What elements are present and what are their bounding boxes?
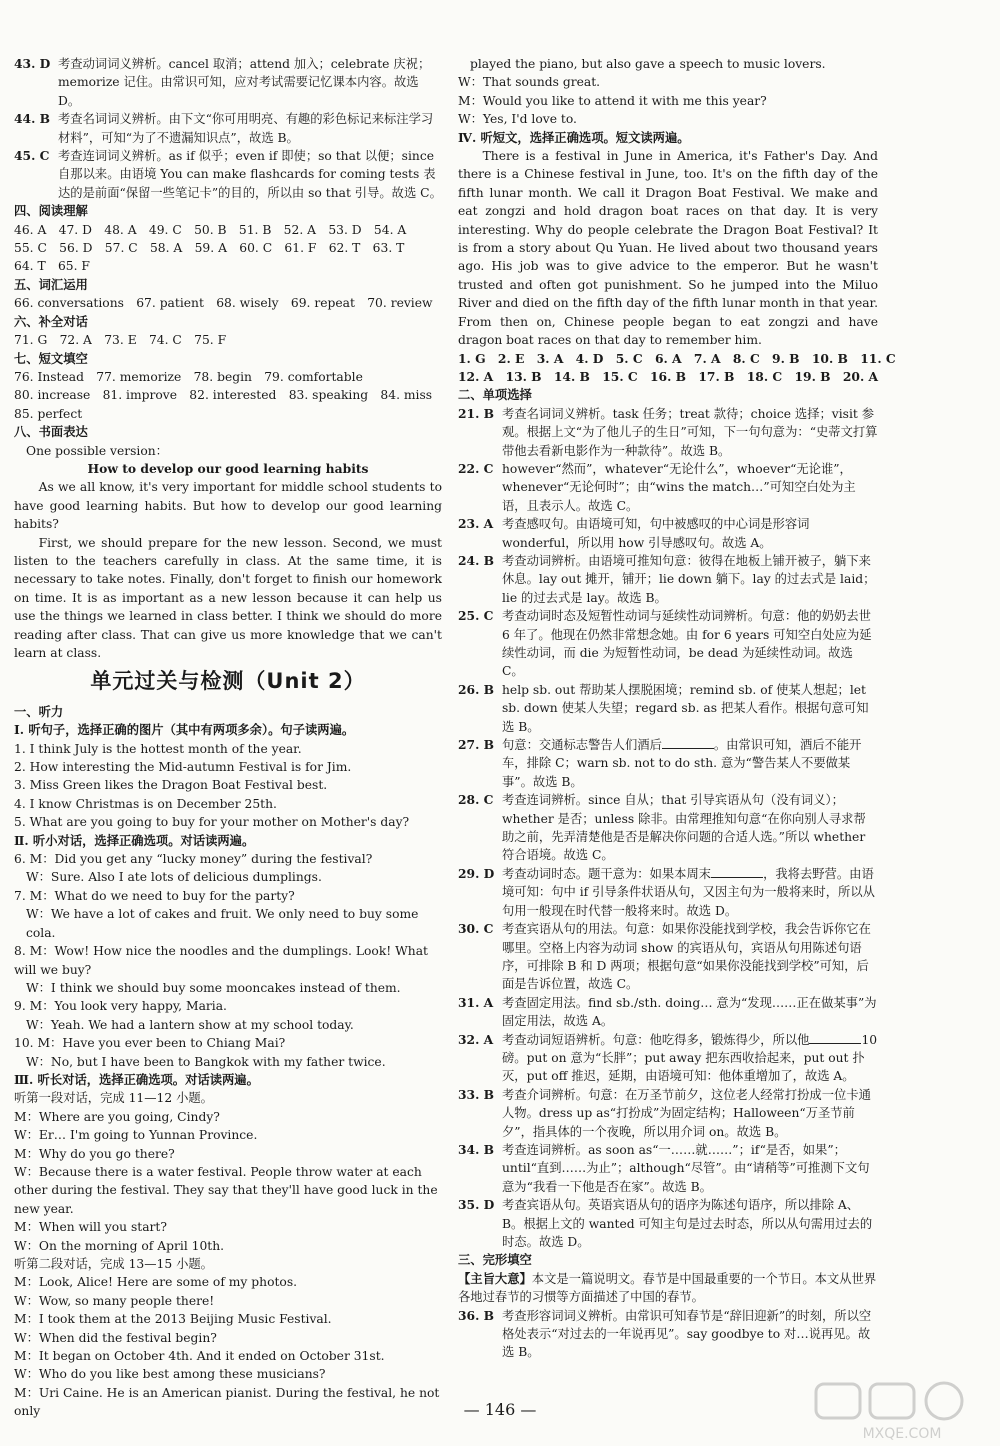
part-heading: Ⅰ. 听句子，选择正确的图片（其中有两项多余）。句子读两遍。: [14, 722, 355, 738]
answer-24: 24. B 考查动词辨析。由语境可推知句意：彼得在地板上铺开被子，躺下来休息。lay out 摊开，铺开；lie down 躺下。lay 的过去式是 laid；lie 的过去式是 lay。故选 B。: [458, 552, 876, 605]
dialog-line: M：Uri Caine. He is an American pianist. During the festival, he not only: [14, 1385, 440, 1419]
sentence-line: 5. What are you going to buy for your mother on Mother's day?: [14, 815, 410, 830]
section-heading-dialog: 六、补全对话: [14, 313, 88, 329]
sentence-line: 1. I think July is the hottest month of the year.: [14, 741, 302, 756]
dialog-line: W：On the morning of April 10th.: [14, 1238, 225, 1253]
left-column: [14, 55, 442, 1421]
section-heading-vocab: 五、词汇运用: [14, 276, 88, 292]
answer-29: 29. D 考查动词时态。题干意为：如果本周末 ，我将去野营。由语境可知：句中 if 引导条件状语从句，又因主句为一般将来时，所以从句用一般现在时代替一般将来时。故选 D。: [458, 865, 875, 918]
section-heading-cloze: 三、完形填空: [458, 1252, 532, 1268]
dialog-line: W：Who do you like best among these musicians?: [14, 1367, 326, 1382]
listening-answers-row: 1. G 2. E 3. A 4. D 5. C 6. A 7. A 8. C 9. B 10. B 11. C: [458, 350, 896, 366]
essay-title: How to develop our good learning habits: [87, 460, 369, 476]
listening-passage: There is a festival in June in America, it's Father's Day. And there is a Chinese festival in June, too. It's on the fifth day of the fifth lunar month. We call it Dragon Boat Festival. We make and eat zongzi and hold dragon boat races on that day. It is very interesting. Why do people celebrate the Dragon Boat Festival? It is from a story about Qu Yuan. He lived about two thousand years ago. His job was to give advice to the emperor. But he wasn't trusted and often got punishment. So he jumped into the Miluo River and died on the fifth day of the fifth lunar month in that year. From then on, Chinese people began to eat zongzi and have dragon boat races on that day to remember him.: [458, 149, 878, 348]
sentence-line: 2. How interesting the Mid-autumn Festival is for Jim.: [14, 760, 352, 775]
part-heading: Ⅳ. 听短文，选择正确选项。短文读两遍。: [458, 129, 690, 145]
answer-23: 23. A 考查感叹句。由语境可知，句中被感叹的中心词是形容词 wonderful，所以用 how 引导感叹句。故选 A。: [458, 516, 810, 550]
answer-21: 21. B 考查名词词义辨析。task 任务；treat 款待；choice 选择；visit 参观。根据上文“为了他儿子的生日”可知，下一句句意为：“史蒂文打算带他去看新电影作为一种款待”。故选 B。: [458, 405, 878, 458]
answer-35: 35. D 考查宾语从句。英语宾语从句的语序为陈述句语序，所以排除 A、B。根据上文的 wanted 可知主句是过去时态，所以从句需用过去的时态。故选 D。: [458, 1197, 873, 1249]
essay-intro: One possible version：: [26, 443, 168, 458]
fill-answers-row: 80. increase 81. improve 82. interested 83. speaking 84. miss: [14, 388, 433, 403]
answer-36: 36. B 考查形容词词义辨析。由常识可知春节是“辞旧迎新”的时刻，所以空格处表示“对过去的一年说再见”。say goodbye to 对…说再见。故选 B。: [458, 1307, 872, 1360]
dialog-line: W：Wow, so many people there!: [14, 1293, 215, 1308]
answer-45: 45. C 考查连词词义辨析。as if 似乎；even if 即使；so that 以便；since 自那以来。由语境 You can make flashcards for coming tests 表达的是前面“保留一些笔记卡”的目的，所以由 so that 引导。故选 C。: [14, 148, 442, 200]
conversation-heading: 听第一段对话，完成 11—12 小题。: [14, 1091, 213, 1106]
reading-answers-row: 55. C 56. D 57. C 58. A 59. A 60. C 61. F 62. T 63. T: [14, 241, 405, 256]
dialog-line: M：I took them at the 2013 Beijing Music Festival.: [14, 1312, 332, 1327]
answer-27: 27. B 句意：交通标志警告人们酒后 。由常识可知，酒后不能开车，排除 C；warn sb. not to do sth. 意为“警告某人不要做某事”。故选 B。: [458, 737, 862, 789]
dialog-line: W：Because there is a water festival. People throw water at each other during the festival. They say that they'll have good luck in the new year.: [14, 1164, 438, 1216]
section-heading-writing: 八、书面表达: [14, 424, 88, 440]
sentence-line: 3. Miss Green likes the Dragon Boat Festival best.: [14, 778, 328, 793]
main-idea-label: 【主旨大意】: [458, 1270, 532, 1286]
dialog-line: 10. M：Have you ever been to Chiang Mai?: [14, 1036, 286, 1051]
dialog-line: W：Sure. Also I ate lots of delicious dumplings.: [26, 870, 322, 885]
dialog-answers-row: 71. G 72. A 73. E 74. C 75. F: [14, 333, 227, 348]
essay-paragraph: First, we should prepare for the new lesson. Second, we must listen to the teachers carefully in class. At the same time, it is necessary to take notes. Finally, don't forget to finish our homework on time. It is as important as a new lesson because it can help us use the things we learned in class better. I think we should do more reading after class. That can give us more knowledge that we can't learn at class.: [14, 535, 442, 660]
dialog-line: W：I think we should buy some mooncakes instead of them.: [26, 980, 401, 995]
answer-33: 33. B 考查介词辨析。句意：在万圣节前夕，这位老人经常打扮成一位卡通人物。dress up as“打扮成”为固定结构；Halloween“万圣节前夕”，指具体的一个夜晚，所以用介词 on。故选 B。: [458, 1086, 871, 1139]
section-heading-fill: 七、短文填空: [14, 350, 88, 366]
fill-answers-row: 85. perfect: [14, 406, 83, 421]
dialog-line: W：Yes, I'd love to.: [458, 112, 577, 127]
dialog-line: W：Yeah. We had a lantern show at my school today.: [26, 1017, 354, 1032]
sentence-line: 4. I know Christmas is on December 25th.: [14, 796, 277, 811]
unit-title: 单元过关与检测（Unit 2）: [90, 669, 366, 694]
answer-blank: [809, 1033, 861, 1044]
answer-43: 43. D 考查动词词义辨析。cancel 取消；attend 加入；celebrate 庆祝；memorize 记住。由常识可知，应对考试需要记忆课本内容。故选 D。: [14, 56, 431, 108]
svg-text:MXQE.COM: MXQE.COM: [862, 1426, 942, 1442]
essay-paragraph: As we all know, it's very important for middle school students to have good learning habits. But how to develop our good learning habits?: [14, 480, 442, 532]
dialog-line: 8. M：Wow! How nice the noodles and the dumplings. Look! What will we buy?: [14, 944, 428, 977]
reading-answers-row: 46. A 47. D 48. A 49. C 50. B 51. B 52. A 53. D 54. A: [14, 222, 407, 237]
section-heading-listening: 一、听力: [14, 703, 64, 719]
answer-22: 22. C however“然而”，whatever“无论什么”，whoever“无论谁”，whenever“无论何时”；由“wins the match…”可知空白处为主语，且表示人。故选 C。: [458, 460, 856, 513]
answer-44: 44. B 考查名词词义辨析。由下文“你可用明亮、有趣的彩色标记来标注学习材料”，可知“为了不遗漏知识点”，故选 B。: [14, 111, 434, 145]
answer-26: 26. B help sb. out 帮助某人摆脱困境；remind sb. of 使某人想起；let sb. down 使某人失望；regard sb. as 把某人看作。根据句意可知选 B。: [458, 681, 869, 734]
part-heading: Ⅱ. 听小对话，选择正确选项。对话读两遍。: [14, 832, 255, 848]
dialog-line: W：Er… I'm going to Yunnan Province.: [14, 1128, 258, 1143]
answer-30: 30. C 考查宾语从句的用法。句意：如果你没能找到学校，我会告诉你它在哪里。空格上内容为动词 show 的宾语从句，宾语从句用陈述句语序，可排除 B 和 D 两项；根据句意“如果你没能找到学校”可知，后面是告诉位置，故选 C。: [458, 921, 871, 992]
answer-blank: [662, 738, 714, 749]
dialog-line: W：No, but I have been to Bangkok with my father twice.: [26, 1054, 386, 1069]
dialog-line: W：That sounds great.: [458, 75, 601, 90]
dialog-line: played the piano, but also gave a speech to music lovers.: [470, 57, 826, 71]
answer-32: 32. A 考查动词短语辨析。句意：他吃得多，锻炼得少，所以他 10 磅。put on 意为“长胖”；put away 把东西收拾起来，put out 扑灭，put off 推迟，延期，由语境可知：他体重增加了，故选 A。: [458, 1031, 878, 1084]
dialog-line: M：When will you start?: [14, 1220, 167, 1235]
answer-25: 25. C 考查动词时态及短暂性动词与延续性动词辨析。句意：他的奶奶去世 6 年了。他现在仍然非常想念她。由 for 6 years 可知空白处应为延续性动词，而 die 为短暂性动词，be dead 为延续性动词。故选 C。: [458, 608, 872, 679]
answer-34: 34. B 考查连词辨析。as soon as“一……就……”；if“是否，如果”；until“直到……为止”；although“尽管”。由“请稍等”可推测下文句意为“我看一下他是否在家”。故选 B。: [458, 1141, 870, 1194]
dialog-line: 9. M：You look very happy, Maria.: [14, 999, 227, 1014]
right-column: [458, 55, 896, 1362]
dialog-line: M：Why do you go there?: [14, 1146, 175, 1161]
main-idea: 【主旨大意】本文是一篇说明文。春节是中国最重要的一个节日。本文从世界各地过春节的习惯等方面描述了中国的春节。: [458, 1270, 877, 1305]
answer-28: 28. C 考查连词辨析。since 自从；that 引导宾语从句（没有词义）；whether 是否；unless 除非。由常理推知句意“在你向别人寻求帮助之前，先弄清楚他是否是解决你问题的合适人选。”所以 whether 符合语境。故选 C。: [458, 792, 866, 863]
section-heading-reading: 四、阅读理解: [14, 203, 88, 219]
dialog-line: M：Would you like to attend it with me this year?: [458, 93, 767, 108]
part-heading: Ⅲ. 听长对话，选择正确选项。对话读两遍。: [14, 1071, 259, 1087]
reading-answers-row: 64. T 65. F: [14, 259, 90, 274]
dialog-line: 6. M：Did you get any “lucky money” during the festival?: [14, 852, 373, 867]
answer-blank: [711, 867, 763, 878]
fill-answers-row: 76. Instead 77. memorize 78. begin 79. comfortable: [14, 369, 363, 384]
section-heading-single-choice: 二、单项选择: [458, 387, 532, 403]
vocab-answers-row: 66. conversations 67. patient 68. wisely 69. repeat 70. review: [14, 296, 433, 311]
answer-31: 31. A 考查固定用法。find sb./sth. doing… 意为“发现……正在做某事”为固定用法，故选 A。: [458, 994, 877, 1029]
watermark-logo: [812, 1378, 992, 1442]
dialog-line: W：When did the festival begin?: [14, 1330, 217, 1345]
page-number: — 146 —: [463, 1400, 537, 1419]
conversation-heading: 听第二段对话，完成 13—15 小题。: [14, 1257, 213, 1271]
dialog-line: W：We have a lot of cakes and fruit. We only need to buy some cola.: [26, 907, 419, 940]
dialog-line: M：It began on October 4th. And it ended on October 31st.: [14, 1349, 385, 1364]
dialog-line: M：Look, Alice! Here are some of my photos.: [14, 1275, 298, 1290]
dialog-line: 7. M：What do we need to buy for the party?: [14, 888, 295, 903]
listening-answers-row: 12. A 13. B 14. B 15. C 16. B 17. B 18. C 19. B 20. A: [458, 368, 879, 384]
dialog-line: M：Where are you going, Cindy?: [14, 1109, 220, 1124]
